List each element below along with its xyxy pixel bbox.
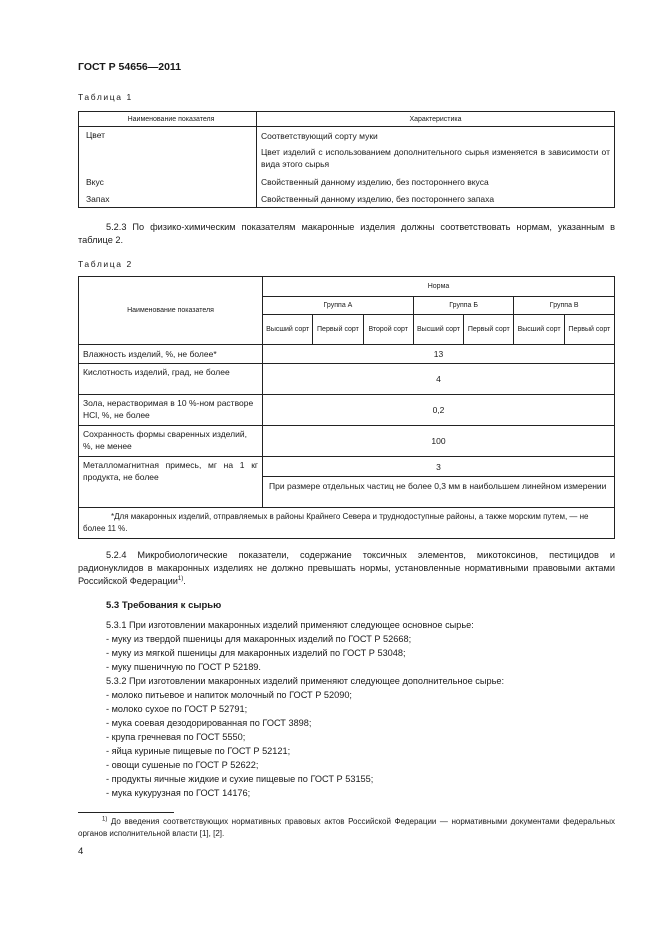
list-item: - муку из твердой пшеницы для макаронных изделий по ГОСТ Р 52668; (106, 634, 412, 644)
table2-cell-name: Сохранность формы сваренных изделий, %, не менее (79, 426, 263, 457)
table1-value-line: Цвет изделий с использованием дополнительного сырья изменяется в зависимости от вида этого сырья (261, 147, 610, 169)
table-row (79, 457, 615, 477)
table2-grade: Первый сорт (313, 315, 363, 345)
table2-grade: Высший сорт (263, 315, 313, 345)
table2-group-b: Группа Б (413, 297, 514, 315)
paragraph-5-2-3: 5.2.3 По физико-химическим показателям макаронные изделия должны соответствовать нормам, указанным в таблице 2. (78, 222, 615, 245)
table2-cell-name: Кислотность изделий, град, не более (79, 364, 263, 395)
table-row (79, 172, 615, 187)
footnote-divider (78, 812, 174, 813)
footnote-text: До введения соответствующих нормативных правовых актов Российской Федерации — нормативными документами федеральных органов исполнительной власти [1], [2]. (78, 817, 615, 838)
table2-cell-value: 4 (263, 364, 615, 395)
paragraph-5-2-4-text: 5.2.4 Микробиологические показатели, содержание токсичных элементов, микотоксинов, пестицидов и радионуклидов в макаронных изделиях не должно превышать нормы, установленные нормативными правовыми актами Российской Федерации (78, 550, 615, 586)
table2-header-name: Наименование показателя (79, 277, 263, 345)
list-item: - молоко сухое по ГОСТ Р 52791; (106, 704, 248, 714)
table1 (78, 111, 615, 208)
table2-header-norm: Норма (263, 277, 615, 297)
table1-header-name: Наименование показателя (79, 112, 257, 127)
table2-group-v: Группа В (514, 297, 615, 315)
table2-grade: Второй сорт (363, 315, 413, 345)
table2-cell-name: Металломагнитная примесь, мг на 1 кг продукта, не более (79, 457, 263, 508)
table1-cell-name: Запах (79, 187, 257, 208)
table2-cell-note: При размере отдельных частиц не более 0,3 мм в наибольшем линейном измерении (263, 477, 615, 508)
paragraph-5-2-4 (78, 549, 615, 588)
table2-cell-name: Влажность изделий, %, не более* (79, 345, 263, 364)
table2-group-a: Группа А (263, 297, 414, 315)
table-row (79, 395, 615, 426)
table1-cell-value (257, 127, 615, 173)
list-item: - муку пшеничную по ГОСТ Р 52189. (106, 662, 261, 672)
table2-cell-name: Зола, нерастворимая в 10 %-ном растворе HCl, %, не более (79, 395, 263, 426)
list-item: - крупа гречневая по ГОСТ 5550; (106, 732, 246, 742)
table2-cell-value: 3 (263, 457, 615, 477)
table-row (79, 364, 615, 395)
footnote-ref: 1) (177, 575, 184, 582)
table1-caption: Таблица 1 (78, 92, 133, 102)
table2-cell-value: 0,2 (263, 395, 615, 426)
footnote-mark: 1) (102, 816, 108, 823)
table2-grade: Первый сорт (564, 315, 614, 345)
table2 (78, 276, 615, 539)
list-item: - муку из мягкой пшеницы для макаронных изделий по ГОСТ Р 53048; (106, 648, 406, 658)
table2-cell-value: 13 (263, 345, 615, 364)
table1-header-characteristic: Характеристика (257, 112, 615, 127)
paragraph-5-3-1: 5.3.1 При изготовлении макаронных изделий применяют следующее основное сырье: (106, 620, 474, 630)
table1-cell-name: Цвет (79, 127, 257, 173)
list-item: - яйца куриные пищевые по ГОСТ Р 52121; (106, 746, 291, 756)
list-item: - продукты яичные жидкие и сухие пищевые по ГОСТ Р 53155; (106, 774, 374, 784)
table1-cell-value: Свойственный данному изделию, без постороннего вкуса (257, 172, 615, 187)
document-header: ГОСТ Р 54656—2011 (78, 61, 182, 73)
table2-grade: Высший сорт (413, 315, 463, 345)
table-row (79, 187, 615, 208)
table-row (79, 345, 615, 364)
table2-cell-value: 100 (263, 426, 615, 457)
list-item: - мука соевая дезодорированная по ГОСТ 3898; (106, 718, 312, 728)
page-number: 4 (78, 846, 84, 857)
paragraph-5-3-2: 5.3.2 При изготовлении макаронных изделий применяют следующее дополнительное сырье: (106, 676, 505, 686)
table1-cell-value: Свойственный данному изделию, без постороннего запаха (257, 187, 615, 208)
footnote (78, 816, 615, 840)
list-item: - овощи сушеные по ГОСТ Р 52622; (106, 760, 259, 770)
table-row (79, 508, 615, 539)
table2-caption: Таблица 2 (78, 259, 133, 269)
table2-grade: Высший сорт (514, 315, 564, 345)
list-item: - молоко питьевое и напиток молочный по ГОСТ Р 52090; (106, 690, 352, 700)
table2-grade: Первый сорт (464, 315, 514, 345)
list-item: - мука кукурузная по ГОСТ 14176; (106, 788, 251, 798)
table1-cell-name: Вкус (79, 172, 257, 187)
table-row (79, 426, 615, 457)
table2-footnote: *Для макаронных изделий, отправляемых в районы Крайнего Севера и труднодоступные районы, а также морским путем, — не более 11 %. (79, 508, 615, 539)
section-heading-5-3: 5.3 Требования к сырью (106, 600, 222, 611)
table-row (79, 127, 615, 173)
paragraph-5-2-4-end: . (183, 576, 186, 586)
table1-value-line: Соответствующий сорту муки (261, 131, 378, 141)
